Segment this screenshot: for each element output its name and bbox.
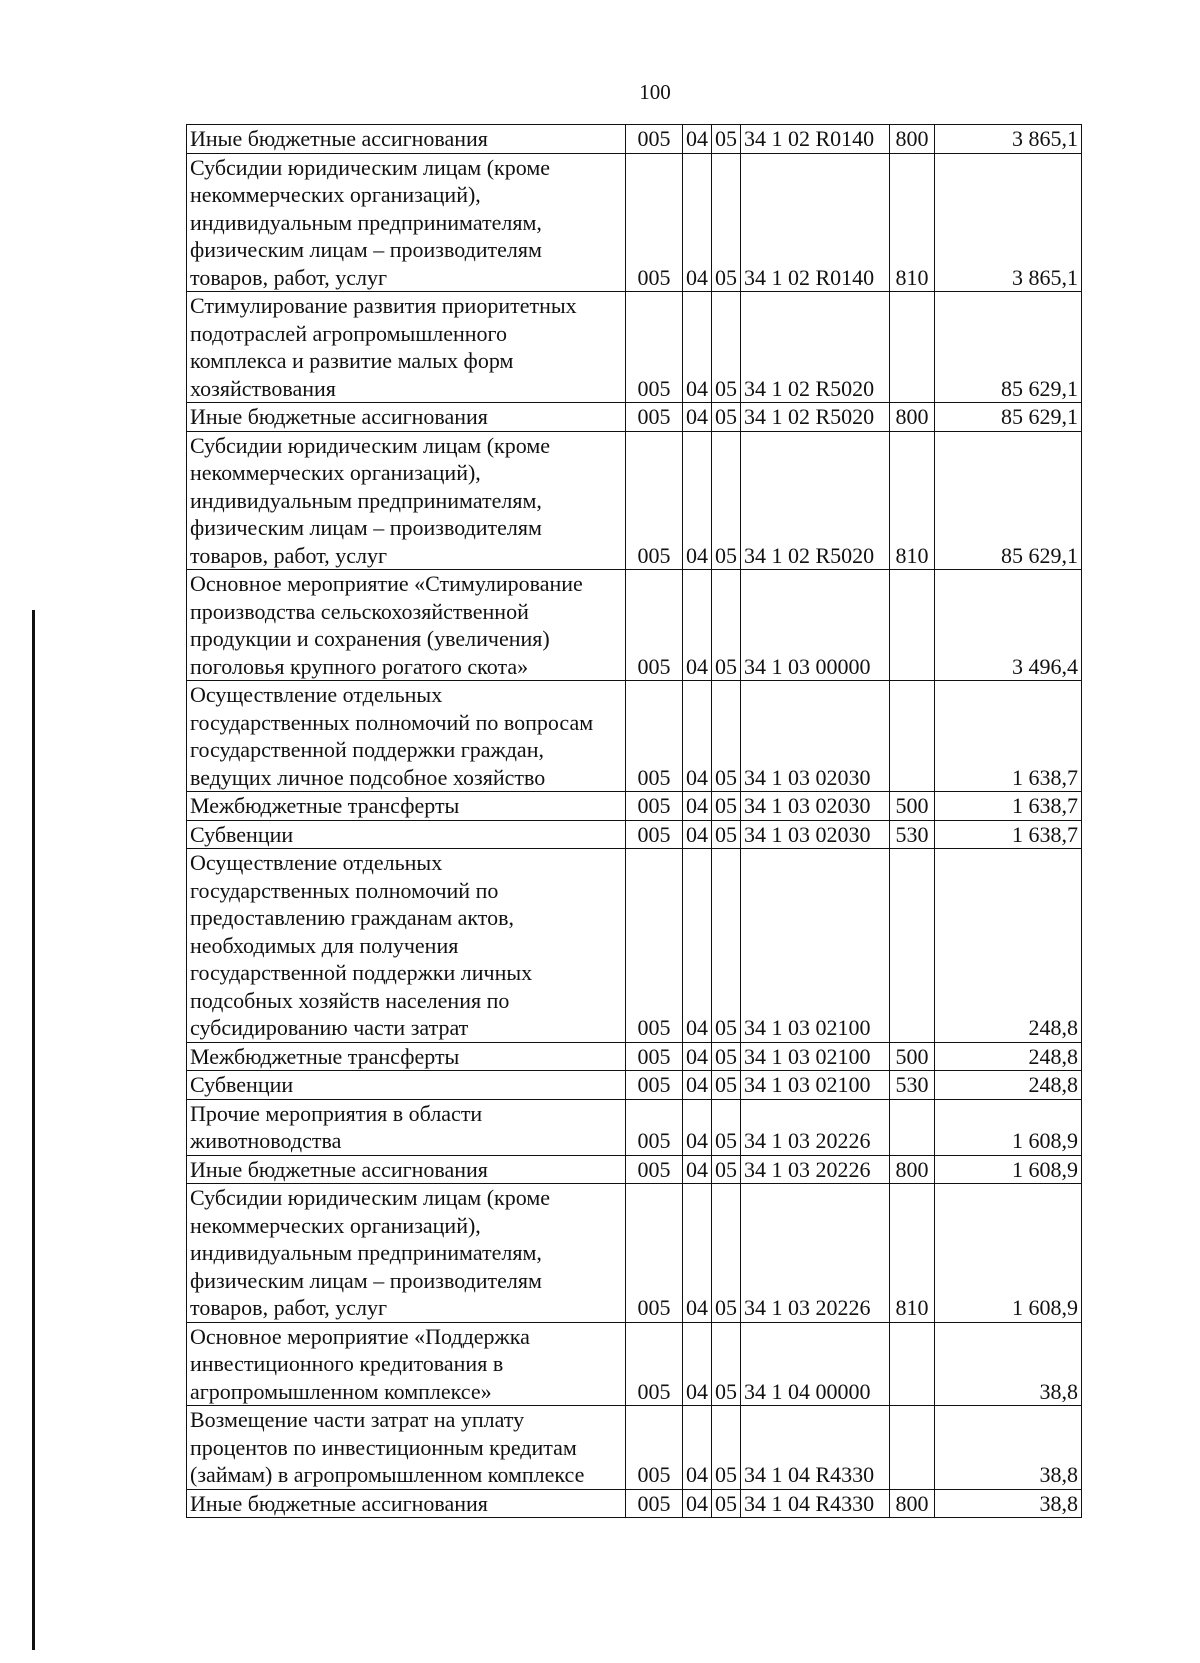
row-pr-cell: 05 (712, 1071, 741, 1100)
row-name-text: Субсидии юридическим лицам (кроме некоммерческих организаций), индивидуальным предпринимателям, физическим лицам – производителям товаров, работ, услуг (190, 1185, 551, 1320)
row-name-text: Субсидии юридическим лицам (кроме некоммерческих организаций), индивидуальным предпринимателям, физическим лицам – производителям товаров, работ, услуг (190, 432, 551, 568)
row-csr-cell: 34 1 02 R0140 (741, 125, 890, 154)
row-sum-cell: 38,8 (935, 1489, 1082, 1518)
row-sum-cell: 248,8 (935, 1042, 1082, 1071)
row-name-text: Субвенции (190, 821, 294, 847)
row-sum-cell: 38,8 (935, 1322, 1082, 1406)
row-csr-cell: 34 1 02 R5020 (741, 403, 890, 432)
table-row (187, 570, 1082, 681)
row-rz-cell: 04 (683, 153, 712, 292)
row-csr-cell: 34 1 03 00000 (741, 570, 890, 681)
row-csr-cell: 34 1 02 R5020 (741, 292, 890, 403)
row-name-cell (187, 1489, 626, 1518)
row-ved-cell: 005 (626, 849, 683, 1043)
row-rz-cell: 04 (683, 1489, 712, 1518)
row-rz-cell: 04 (683, 681, 712, 792)
row-name-cell (187, 792, 626, 821)
row-vr-cell (890, 1322, 935, 1406)
row-pr-cell: 05 (712, 153, 741, 292)
row-sum-cell: 248,8 (935, 849, 1082, 1043)
row-vr-cell (890, 681, 935, 792)
row-rz-cell: 04 (683, 1406, 712, 1490)
row-sum-cell: 1 608,9 (935, 1099, 1082, 1155)
table-row (187, 849, 1082, 1043)
row-name-cell (187, 431, 626, 570)
row-name-cell (187, 125, 626, 154)
row-name-text: Осуществление отдельных государственных полномочий по предоставлению гражданам актов, необходимых для получения государственной поддержки личных подсобных хозяйств населения по субсидированию части затрат (190, 850, 533, 1040)
row-csr-cell: 34 1 03 20226 (741, 1155, 890, 1184)
table-row (187, 125, 1082, 154)
row-name-cell (187, 1042, 626, 1071)
row-vr-cell (890, 570, 935, 681)
row-csr-cell: 34 1 03 02100 (741, 1042, 890, 1071)
row-name-text: Иные бюджетные ассигнования (190, 126, 488, 151)
row-rz-cell: 04 (683, 1099, 712, 1155)
row-sum-cell: 1 638,7 (935, 820, 1082, 849)
row-ved-cell: 005 (626, 125, 683, 154)
row-name-cell (187, 403, 626, 432)
row-vr-cell: 800 (890, 125, 935, 154)
row-ved-cell: 005 (626, 1071, 683, 1100)
row-pr-cell: 05 (712, 1184, 741, 1323)
row-csr-cell: 34 1 03 02030 (741, 820, 890, 849)
row-vr-cell (890, 849, 935, 1043)
row-ved-cell: 005 (626, 1489, 683, 1518)
row-vr-cell (890, 1099, 935, 1155)
row-pr-cell: 05 (712, 820, 741, 849)
row-vr-cell: 810 (890, 153, 935, 292)
row-ved-cell: 005 (626, 403, 683, 432)
table-row (187, 820, 1082, 849)
row-name-text: Субвенции (190, 1072, 294, 1097)
row-pr-cell: 05 (712, 570, 741, 681)
table-row (187, 1406, 1082, 1490)
budget-table-body (187, 125, 1082, 1518)
row-vr-cell: 800 (890, 1489, 935, 1518)
row-name-cell (187, 681, 626, 792)
row-csr-cell: 34 1 03 02030 (741, 792, 890, 821)
row-csr-cell: 34 1 03 02100 (741, 849, 890, 1043)
row-rz-cell: 04 (683, 792, 712, 821)
row-name-text: Осуществление отдельных государственных полномочий по вопросам государственной поддержки граждан, ведущих личное подсобное хозяйство (190, 682, 594, 790)
row-csr-cell: 34 1 02 R0140 (741, 153, 890, 292)
row-name-cell (187, 1071, 626, 1100)
row-pr-cell: 05 (712, 1322, 741, 1406)
row-sum-cell: 1 608,9 (935, 1155, 1082, 1184)
row-sum-cell: 1 638,7 (935, 681, 1082, 792)
table-row (187, 292, 1082, 403)
row-pr-cell: 05 (712, 681, 741, 792)
row-ved-cell: 005 (626, 1322, 683, 1406)
row-name-text: Иные бюджетные ассигнования (190, 1156, 488, 1182)
row-name-cell (187, 849, 626, 1043)
row-name-text: Иные бюджетные ассигнования (190, 404, 488, 429)
row-name-text: Иные бюджетные ассигнования (190, 1490, 488, 1516)
table-row (187, 681, 1082, 792)
row-vr-cell: 810 (890, 431, 935, 570)
row-rz-cell: 04 (683, 1322, 712, 1406)
row-rz-cell: 04 (683, 292, 712, 403)
row-vr-cell (890, 292, 935, 403)
row-sum-cell: 248,8 (935, 1071, 1082, 1100)
table-row (187, 1071, 1082, 1100)
row-rz-cell: 04 (683, 431, 712, 570)
row-csr-cell: 34 1 04 R4330 (741, 1489, 890, 1518)
row-sum-cell: 85 629,1 (935, 292, 1082, 403)
row-rz-cell: 04 (683, 1071, 712, 1100)
row-name-cell (187, 1099, 626, 1155)
row-csr-cell: 34 1 02 R5020 (741, 431, 890, 570)
table-row (187, 431, 1082, 570)
row-vr-cell: 800 (890, 1155, 935, 1184)
row-pr-cell: 05 (712, 1489, 741, 1518)
row-name-cell (187, 1322, 626, 1406)
row-ved-cell: 005 (626, 1184, 683, 1323)
row-vr-cell: 530 (890, 1071, 935, 1100)
row-sum-cell: 1 608,9 (935, 1184, 1082, 1323)
row-pr-cell: 05 (712, 431, 741, 570)
row-ved-cell: 005 (626, 1042, 683, 1071)
row-name-cell (187, 1155, 626, 1184)
row-name-cell (187, 820, 626, 849)
row-csr-cell: 34 1 03 20226 (741, 1184, 890, 1323)
row-sum-cell: 3 865,1 (935, 125, 1082, 154)
row-rz-cell: 04 (683, 125, 712, 154)
row-name-text: Межбюджетные трансферты (190, 1043, 460, 1069)
table-row (187, 1099, 1082, 1155)
row-name-text: Межбюджетные трансферты (190, 793, 460, 818)
row-rz-cell: 04 (683, 820, 712, 849)
table-row (187, 403, 1082, 432)
row-pr-cell: 05 (712, 1042, 741, 1071)
row-ved-cell: 005 (626, 1099, 683, 1155)
row-name-cell (187, 1184, 626, 1323)
budget-table (186, 124, 1082, 1518)
row-pr-cell: 05 (712, 1406, 741, 1490)
row-rz-cell: 04 (683, 1042, 712, 1071)
row-rz-cell: 04 (683, 403, 712, 432)
row-pr-cell: 05 (712, 1099, 741, 1155)
row-name-cell (187, 153, 626, 292)
row-sum-cell: 3 865,1 (935, 153, 1082, 292)
row-pr-cell: 05 (712, 125, 741, 154)
row-sum-cell: 85 629,1 (935, 403, 1082, 432)
row-sum-cell: 1 638,7 (935, 792, 1082, 821)
table-row (187, 1155, 1082, 1184)
row-name-cell (187, 292, 626, 403)
row-ved-cell: 005 (626, 1155, 683, 1184)
row-csr-cell: 34 1 04 R4330 (741, 1406, 890, 1490)
row-sum-cell: 85 629,1 (935, 431, 1082, 570)
row-rz-cell: 04 (683, 1184, 712, 1323)
row-vr-cell: 530 (890, 820, 935, 849)
table-row (187, 153, 1082, 292)
row-vr-cell: 800 (890, 403, 935, 432)
row-csr-cell: 34 1 03 20226 (741, 1099, 890, 1155)
row-pr-cell: 05 (712, 403, 741, 432)
page-number: 100 (639, 80, 671, 104)
table-row (187, 1322, 1082, 1406)
row-pr-cell: 05 (712, 792, 741, 821)
row-pr-cell: 05 (712, 292, 741, 403)
row-sum-cell: 3 496,4 (935, 570, 1082, 681)
row-rz-cell: 04 (683, 570, 712, 681)
row-csr-cell: 34 1 03 02100 (741, 1071, 890, 1100)
row-name-text: Основное мероприятие «Стимулирование производства сельскохозяйственной продукции и сохранения (увеличения) поголовья крупного рогатого скота» (190, 571, 583, 679)
row-pr-cell: 05 (712, 1155, 741, 1184)
row-csr-cell: 34 1 03 02030 (741, 681, 890, 792)
row-ved-cell: 005 (626, 681, 683, 792)
scan-margin-line (32, 610, 35, 1650)
row-pr-cell: 05 (712, 849, 741, 1043)
row-name-text: Основное мероприятие «Поддержка инвестиционного кредитования в агропромышленном комплексе» (190, 1323, 530, 1404)
row-ved-cell: 005 (626, 153, 683, 292)
row-rz-cell: 04 (683, 1155, 712, 1184)
row-vr-cell (890, 1406, 935, 1490)
table-row (187, 1489, 1082, 1518)
row-vr-cell: 500 (890, 1042, 935, 1071)
row-ved-cell: 005 (626, 1406, 683, 1490)
table-row (187, 792, 1082, 821)
row-name-cell (187, 1406, 626, 1490)
row-ved-cell: 005 (626, 570, 683, 681)
row-name-text: Возмещение части затрат на уплату процентов по инвестиционным кредитам (займам) в агропромышленном комплексе (190, 1407, 585, 1487)
row-ved-cell: 005 (626, 792, 683, 821)
row-csr-cell: 34 1 04 00000 (741, 1322, 890, 1406)
row-ved-cell: 005 (626, 820, 683, 849)
row-vr-cell: 810 (890, 1184, 935, 1323)
row-name-text: Субсидии юридическим лицам (кроме некоммерческих организаций), индивидуальным предпринимателям, физическим лицам – производителям товаров, работ, услуг (190, 154, 551, 290)
row-name-cell (187, 570, 626, 681)
table-row (187, 1042, 1082, 1071)
row-name-text: Стимулирование развития приоритетных подотраслей агропромышленного комплекса и развитие малых форм хозяйствования (190, 293, 577, 401)
row-rz-cell: 04 (683, 849, 712, 1043)
row-ved-cell: 005 (626, 431, 683, 570)
row-vr-cell: 500 (890, 792, 935, 821)
table-row (187, 1184, 1082, 1323)
row-ved-cell: 005 (626, 292, 683, 403)
row-name-text: Прочие мероприятия в области животноводства (190, 1100, 483, 1153)
row-sum-cell: 38,8 (935, 1406, 1082, 1490)
